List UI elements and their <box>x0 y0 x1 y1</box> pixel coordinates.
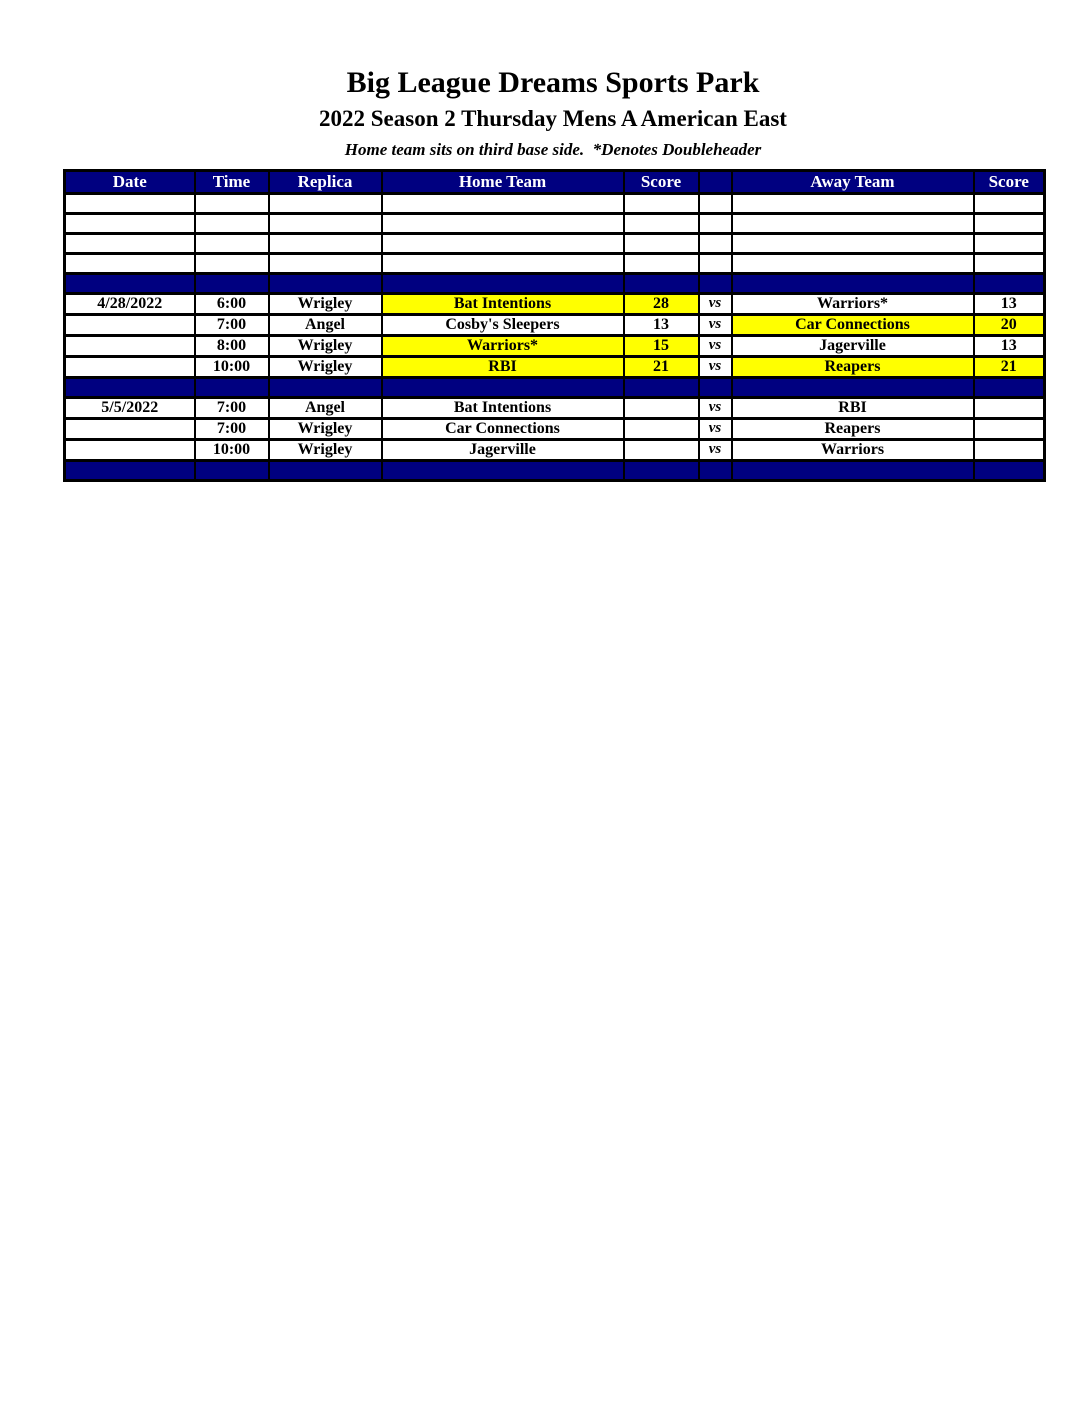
time-cell: 8:00 <box>195 335 269 356</box>
away-team-cell: Warriors <box>732 439 974 460</box>
col-header-replica: Replica <box>269 170 382 193</box>
replica-cell: Wrigley <box>269 418 382 439</box>
home-score-cell: 21 <box>624 356 699 377</box>
home-team-cell <box>382 273 624 293</box>
vs-cell <box>699 273 732 293</box>
schedule-table <box>63 169 1046 482</box>
away-score-cell <box>974 213 1045 233</box>
away-team-cell <box>732 253 974 273</box>
away-score-cell: 20 <box>974 314 1045 335</box>
time-cell: 10:00 <box>195 356 269 377</box>
separator-row <box>65 460 1045 480</box>
time-cell <box>195 273 269 293</box>
time-cell: 6:00 <box>195 293 269 314</box>
time-cell <box>195 377 269 397</box>
col-header-date: Date <box>65 170 195 193</box>
time-cell <box>195 253 269 273</box>
away-team-cell <box>732 213 974 233</box>
away-score-cell <box>974 439 1045 460</box>
home-score-cell <box>624 418 699 439</box>
away-team-cell: Reapers <box>732 356 974 377</box>
away-team-cell <box>732 193 974 213</box>
away-score-cell <box>974 418 1045 439</box>
date-cell <box>65 193 195 213</box>
replica-cell: Angel <box>269 314 382 335</box>
vs-cell <box>699 377 732 397</box>
home-score-cell: 15 <box>624 335 699 356</box>
vs-cell: vs <box>699 397 732 418</box>
home-team-cell: Car Connections <box>382 418 624 439</box>
home-score-cell <box>624 213 699 233</box>
replica-cell <box>269 273 382 293</box>
replica-cell <box>269 253 382 273</box>
vs-cell: vs <box>699 356 732 377</box>
vs-cell <box>699 460 732 480</box>
replica-cell: Wrigley <box>269 335 382 356</box>
replica-cell: Wrigley <box>269 293 382 314</box>
replica-cell <box>269 213 382 233</box>
date-cell <box>65 335 195 356</box>
col-header-home-team: Home Team <box>382 170 624 193</box>
home-score-cell <box>624 397 699 418</box>
game-row <box>65 439 1045 460</box>
date-cell <box>65 253 195 273</box>
game-row <box>65 314 1045 335</box>
home-team-cell <box>382 193 624 213</box>
date-cell <box>65 439 195 460</box>
replica-cell <box>269 460 382 480</box>
time-cell <box>195 213 269 233</box>
away-team-cell <box>732 273 974 293</box>
vs-cell <box>699 253 732 273</box>
away-score-cell: 21 <box>974 356 1045 377</box>
page-title: Big League Dreams Sports Park <box>346 66 760 99</box>
home-team-cell <box>382 233 624 253</box>
away-team-cell: Warriors* <box>732 293 974 314</box>
home-team-cell: Bat Intentions <box>382 397 624 418</box>
home-team-cell <box>382 213 624 233</box>
page-header <box>63 0 1043 160</box>
date-cell: 5/5/2022 <box>65 397 195 418</box>
home-team-cell: Jagerville <box>382 439 624 460</box>
game-row <box>65 293 1045 314</box>
schedule-body <box>65 193 1045 480</box>
away-score-cell: 13 <box>974 335 1045 356</box>
home-score-cell: 28 <box>624 293 699 314</box>
date-cell <box>65 273 195 293</box>
away-score-cell <box>974 253 1045 273</box>
away-score-cell <box>974 273 1045 293</box>
separator-row <box>65 273 1045 293</box>
col-header-away-team: Away Team <box>732 170 974 193</box>
home-score-cell <box>624 439 699 460</box>
away-team-cell: Reapers <box>732 418 974 439</box>
time-cell: 10:00 <box>195 439 269 460</box>
replica-cell <box>269 193 382 213</box>
time-cell <box>195 460 269 480</box>
away-team-cell <box>732 460 974 480</box>
away-team-cell: RBI <box>732 397 974 418</box>
date-cell <box>65 377 195 397</box>
home-score-cell <box>624 377 699 397</box>
home-score-cell <box>624 253 699 273</box>
home-score-cell <box>624 193 699 213</box>
date-cell <box>65 460 195 480</box>
away-score-cell <box>974 377 1045 397</box>
replica-cell: Wrigley <box>269 439 382 460</box>
vs-cell <box>699 193 732 213</box>
away-team-cell <box>732 233 974 253</box>
league-subtitle: 2022 Season 2 Thursday Mens A American East <box>319 106 787 131</box>
vs-cell <box>699 213 732 233</box>
col-header-home-score: Score <box>624 170 699 193</box>
home-team-cell <box>382 253 624 273</box>
vs-cell <box>699 233 732 253</box>
home-score-cell <box>624 460 699 480</box>
time-cell <box>195 193 269 213</box>
vs-cell: vs <box>699 335 732 356</box>
col-header-time: Time <box>195 170 269 193</box>
schedule-header-row <box>65 170 1045 193</box>
time-cell: 7:00 <box>195 314 269 335</box>
col-header-vs <box>699 170 732 193</box>
away-team-cell: Jagerville <box>732 335 974 356</box>
separator-row <box>65 377 1045 397</box>
date-cell <box>65 418 195 439</box>
home-score-cell: 13 <box>624 314 699 335</box>
home-team-cell: Bat Intentions <box>382 293 624 314</box>
away-score-cell <box>974 193 1045 213</box>
date-cell <box>65 233 195 253</box>
replica-cell: Wrigley <box>269 356 382 377</box>
replica-cell <box>269 233 382 253</box>
empty-row <box>65 253 1045 273</box>
date-cell <box>65 356 195 377</box>
home-score-cell <box>624 273 699 293</box>
away-score-cell: 13 <box>974 293 1045 314</box>
home-team-note: Home team sits on third base side. *Denotes Doubleheader <box>344 140 762 160</box>
game-row <box>65 397 1045 418</box>
replica-cell: Angel <box>269 397 382 418</box>
time-cell: 7:00 <box>195 397 269 418</box>
time-cell: 7:00 <box>195 418 269 439</box>
game-row <box>65 335 1045 356</box>
home-team-cell: Warriors* <box>382 335 624 356</box>
date-cell <box>65 314 195 335</box>
replica-cell <box>269 377 382 397</box>
home-team-cell <box>382 460 624 480</box>
date-cell: 4/28/2022 <box>65 293 195 314</box>
game-row <box>65 418 1045 439</box>
vs-cell: vs <box>699 418 732 439</box>
col-header-away-score: Score <box>974 170 1045 193</box>
vs-cell: vs <box>699 439 732 460</box>
away-score-cell <box>974 233 1045 253</box>
empty-row <box>65 233 1045 253</box>
home-team-cell: RBI <box>382 356 624 377</box>
vs-cell: vs <box>699 314 732 335</box>
away-score-cell <box>974 460 1045 480</box>
home-score-cell <box>624 233 699 253</box>
vs-cell: vs <box>699 293 732 314</box>
date-cell <box>65 213 195 233</box>
home-team-cell: Cosby's Sleepers <box>382 314 624 335</box>
time-cell <box>195 233 269 253</box>
empty-row <box>65 193 1045 213</box>
away-team-cell <box>732 377 974 397</box>
empty-row <box>65 213 1045 233</box>
away-score-cell <box>974 397 1045 418</box>
away-team-cell: Car Connections <box>732 314 974 335</box>
game-row <box>65 356 1045 377</box>
home-team-cell <box>382 377 624 397</box>
